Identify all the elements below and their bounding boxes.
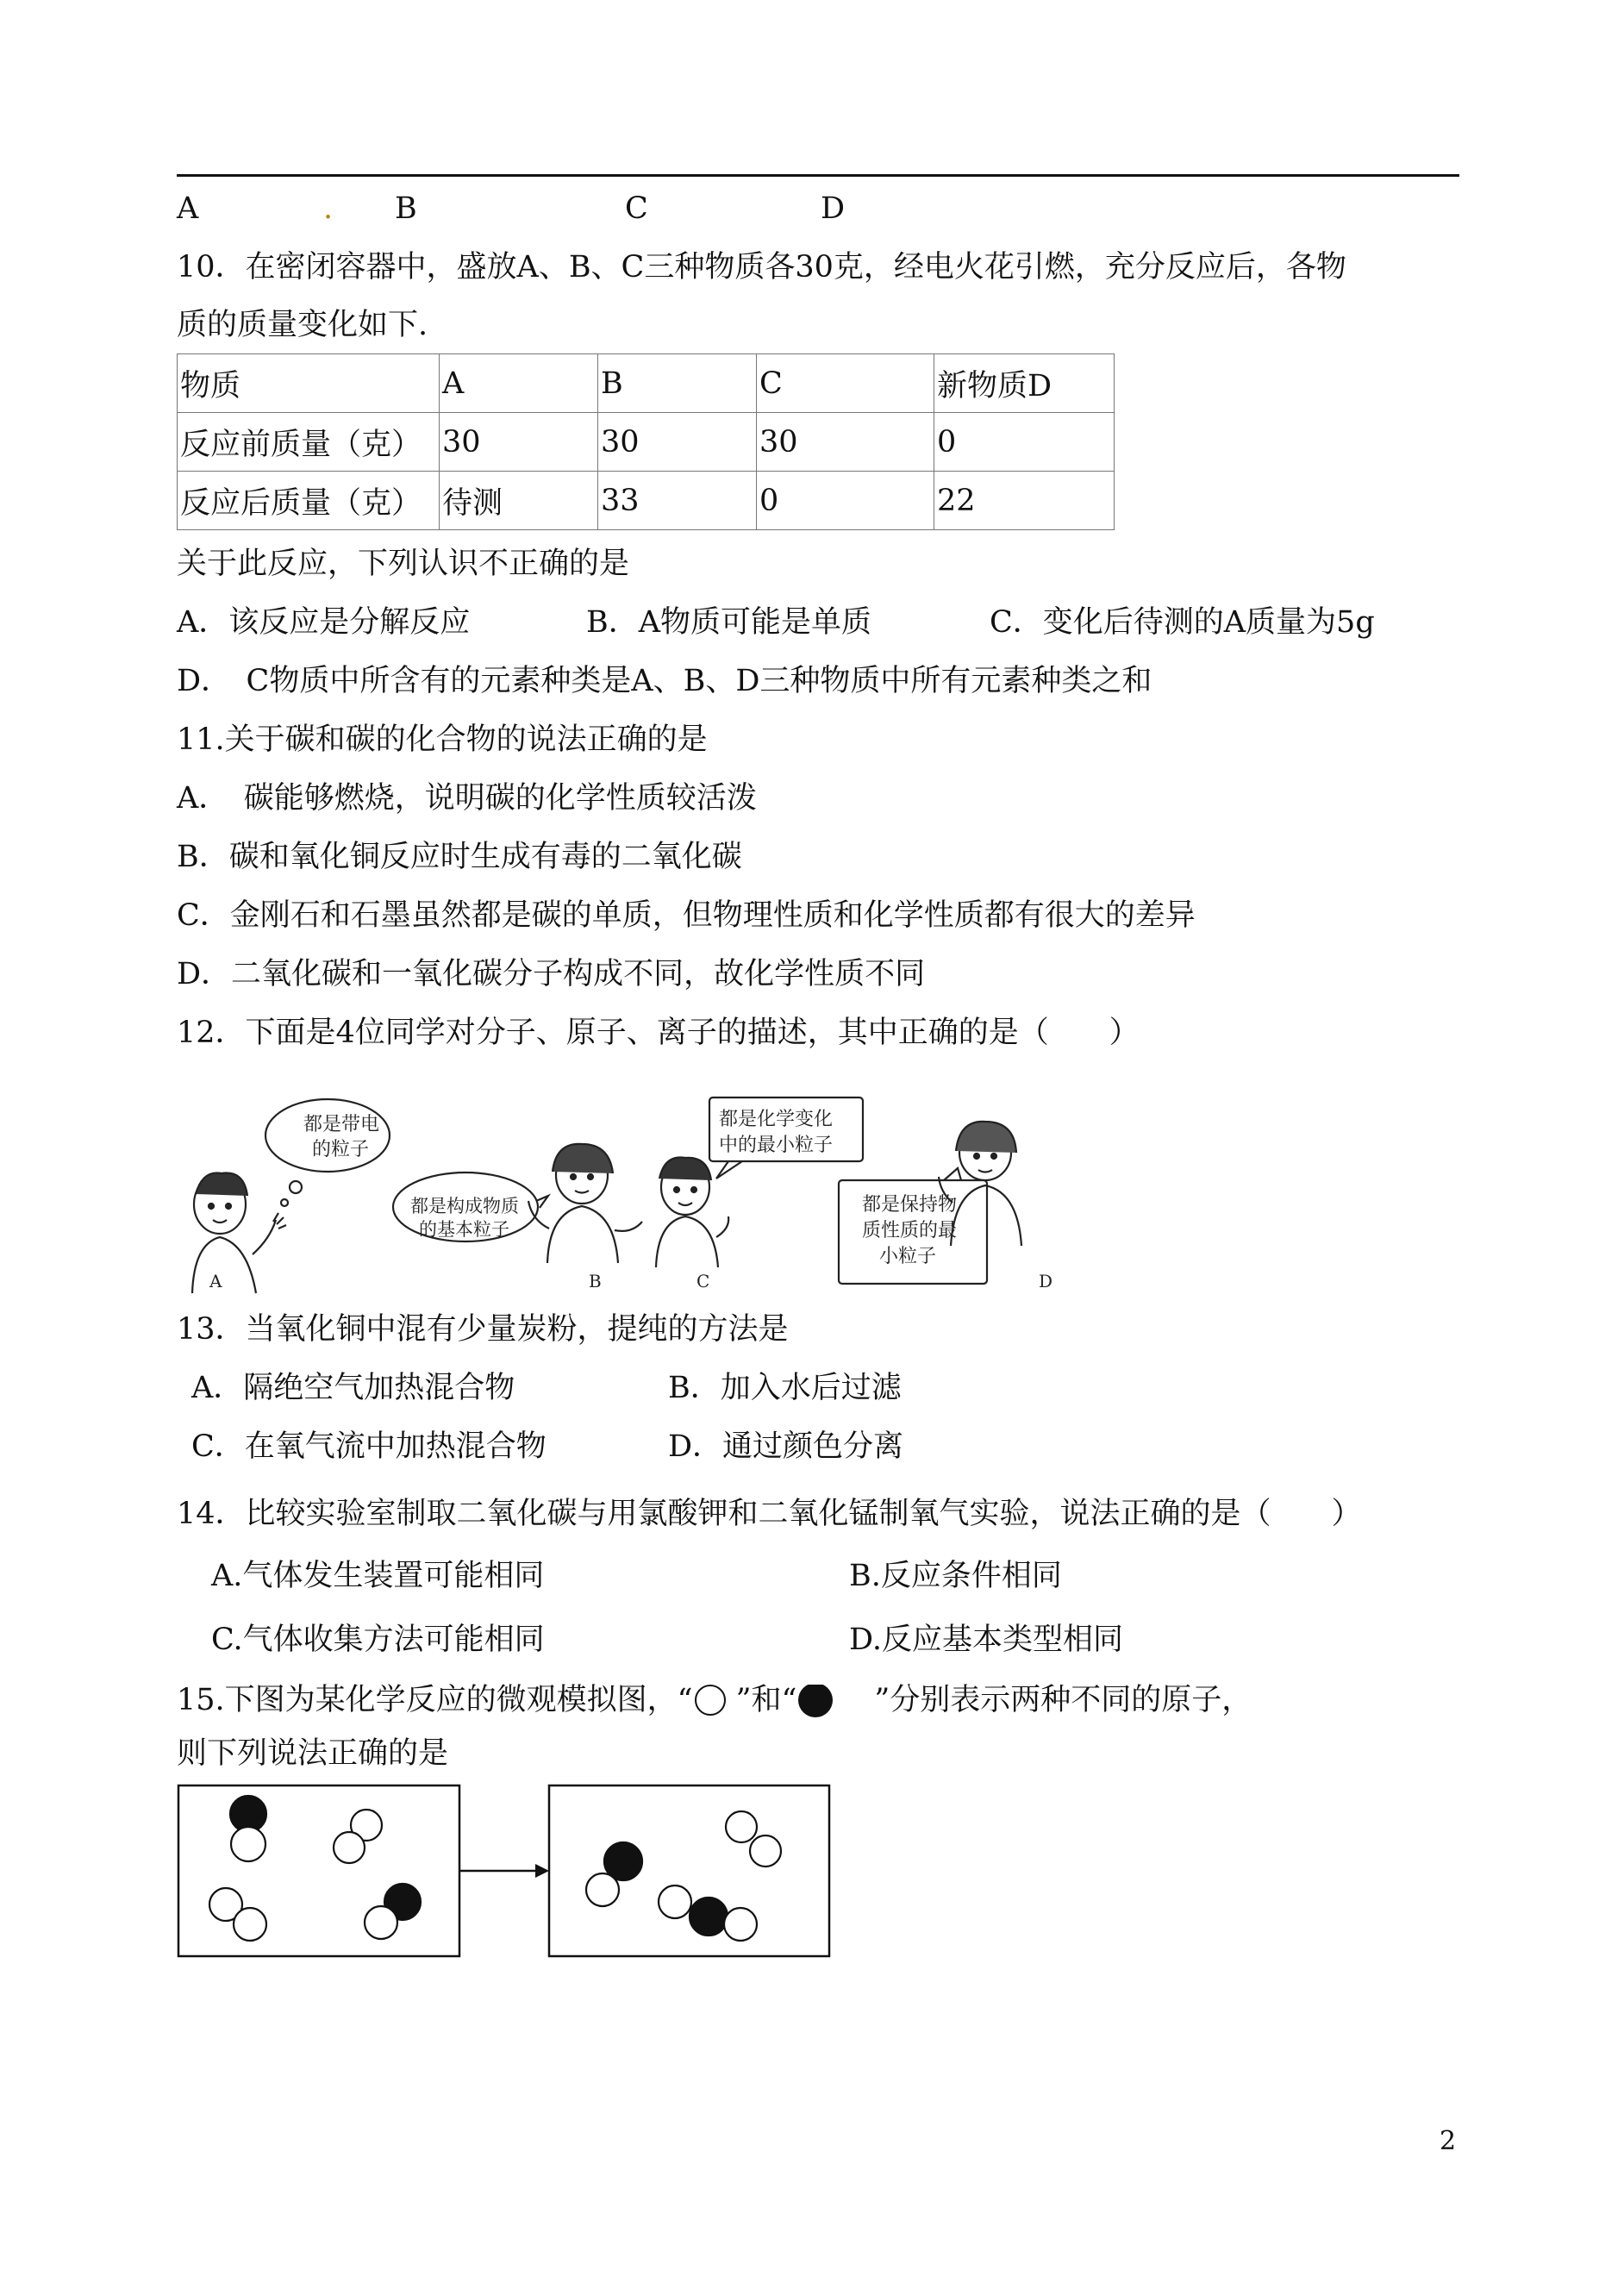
bubble-a-line1: 都是带电	[303, 1114, 380, 1135]
cartoon-label-b: B	[589, 1271, 602, 1291]
q15-stem-line1	[177, 1681, 1252, 1719]
white-atom-icon	[693, 1685, 736, 1719]
q10-option-d: D． C物质中所含有的元素种类是A、B、D三种物质中所有元素种类之和	[177, 664, 1152, 698]
q11-option-b: B．碳和氧化铜反应时生成有毒的二氧化碳	[177, 840, 742, 874]
q10-prompt: 关于此反应，下列认识不正确的是	[177, 547, 630, 581]
mass-table	[177, 353, 1115, 530]
prev-option-c: C	[625, 191, 648, 226]
q13-option-a: A．隔绝空气加热混合物	[191, 1371, 515, 1405]
q11-stem: 11.关于碳和碳的化合物的说法正确的是	[177, 722, 708, 757]
q15-stem-part3: ”分别表示两种不同的原子，	[874, 1683, 1252, 1717]
q13-option-c: C．在氧气流中加热混合物	[191, 1429, 547, 1464]
prev-option-a: A	[177, 191, 199, 226]
table-cell: 待测	[440, 472, 598, 530]
q15-stem-line2: 则下列说法正确的是	[177, 1736, 449, 1771]
cartoon-label-a: A	[209, 1271, 222, 1291]
table-row	[178, 413, 1115, 472]
q11-option-a: A． 碳能够燃烧，说明碳的化学性质较活泼	[177, 781, 757, 816]
header-rule	[177, 174, 1459, 177]
page-number: 2	[1440, 2126, 1457, 2156]
q14-stem: 14．比较实验室制取二氧化碳与用氯酸钾和二氧化锰制氧气实验，说法正确的是（ ）	[177, 1497, 1362, 1531]
q14-option-d: D.反应基本类型相同	[849, 1623, 1123, 1657]
table-header-cell: A	[440, 354, 598, 413]
bubble-a-line2: 的粒子	[312, 1139, 370, 1160]
table-cell: 反应前质量（克）	[178, 413, 440, 472]
table-header-cell: C	[757, 354, 934, 413]
table-cell: 30	[757, 413, 934, 472]
table-header-cell: 新物质D	[934, 354, 1115, 413]
black-atom-icon	[796, 1685, 874, 1719]
q11-option-c: C．金刚石和石墨虽然都是碳的单质，但物理性质和化学性质都有很大的差异	[177, 898, 1196, 933]
q14-option-c: C.气体收集方法可能相同	[211, 1623, 545, 1657]
table-cell: 0	[934, 413, 1115, 472]
stray-dot: .	[323, 191, 334, 226]
cartoon-label-c: C	[696, 1271, 710, 1291]
table-cell: 30	[440, 413, 598, 472]
q14-option-b: B.反应条件相同	[849, 1559, 1062, 1593]
bubble-d-line1: 都是保持物	[862, 1194, 958, 1216]
q13-option-b: B．加入水后过滤	[668, 1371, 902, 1405]
q10-stem-line2: 质的质量变化如下.	[177, 308, 428, 342]
bubble-d-line3: 小粒子	[879, 1246, 937, 1267]
table-cell: 30	[598, 413, 757, 472]
table-header-cell: 物质	[178, 354, 440, 413]
q15-stem-part2: ”和“	[735, 1683, 797, 1717]
bubble-b-line1: 都是构成物质	[410, 1196, 519, 1216]
reaction-diagram	[177, 1783, 832, 1964]
q10-option-c: C．变化后待测的A质量为5g	[990, 605, 1375, 640]
bubble-b-line2: 的基本粒子	[419, 1219, 509, 1240]
prev-option-d: D	[821, 191, 846, 226]
bubble-c-line1: 都是化学变化	[719, 1109, 834, 1130]
table-cell: 33	[598, 472, 757, 530]
cartoon-label-d: D	[1039, 1271, 1053, 1291]
q13-stem: 13．当氧化铜中混有少量炭粉，提纯的方法是	[177, 1312, 789, 1347]
q10-option-b: B．A物质可能是单质	[586, 605, 871, 640]
q12-stem: 12．下面是4位同学对分子、原子、离子的描述，其中正确的是（ ）	[177, 1016, 1140, 1050]
table-cell: 0	[757, 472, 934, 530]
q14-option-a: A.气体发生装置可能相同	[211, 1559, 545, 1593]
table-row	[178, 472, 1115, 530]
table-cell: 22	[934, 472, 1115, 530]
table-header-cell: B	[598, 354, 757, 413]
q10-option-a: A．该反应是分解反应	[177, 605, 471, 640]
q10-stem-line1: 10．在密闭容器中，盛放A、B、C三种物质各30克，经电火花引燃，充分反应后，各物	[177, 250, 1346, 285]
prev-option-b: B	[395, 191, 417, 226]
q11-option-d: D．二氧化碳和一氧化碳分子构成不同，故化学性质不同	[177, 957, 926, 991]
table-cell: 反应后质量（克）	[178, 472, 440, 530]
q15-stem-part1: 15.下图为某化学反应的微观模拟图，“	[177, 1683, 693, 1717]
bubble-c-line2: 中的最小粒子	[719, 1135, 834, 1156]
bubble-d-line2: 质性质的最	[862, 1220, 958, 1241]
q13-option-d: D．通过颜色分离	[668, 1429, 904, 1464]
table-header-row	[178, 354, 1115, 413]
